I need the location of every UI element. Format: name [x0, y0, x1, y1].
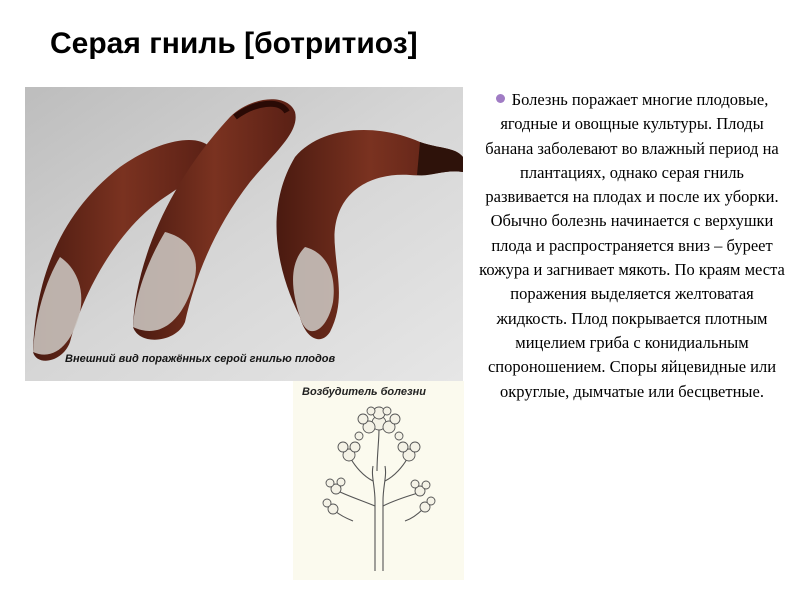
- pathogen-illustration: [293, 381, 464, 580]
- rotting-bananas-image: [25, 87, 463, 381]
- illustration-title: Возбудитель болезни: [302, 386, 426, 398]
- bullet-icon: [496, 94, 505, 103]
- slide-title: Серая гниль [ботритиоз]: [50, 27, 418, 60]
- description-text: [478, 88, 786, 404]
- banana-photo: [25, 87, 463, 381]
- photo-caption: Внешний вид поражённых серой гнилью плодов: [65, 353, 336, 365]
- fungus-drawing: [293, 381, 464, 580]
- description-paragraph: Болезнь поражает многие плодовые, ягодные и овощные культуры. Плоды банана заболевают во влажный период на плантациях, однако серая гниль развивается на плодах и после их уборки. Обычно болезнь начинается с верхушки плода и распространяется вниз – буреет кожура и загнивает мякоть. По краям места поражения выделяется желтоватая жидкость. Плод покрывается плотным мицелием гриба с конидиальным спороношением. Споры яйцевидные или округлые, дымчатые или бесцветные.: [479, 90, 785, 401]
